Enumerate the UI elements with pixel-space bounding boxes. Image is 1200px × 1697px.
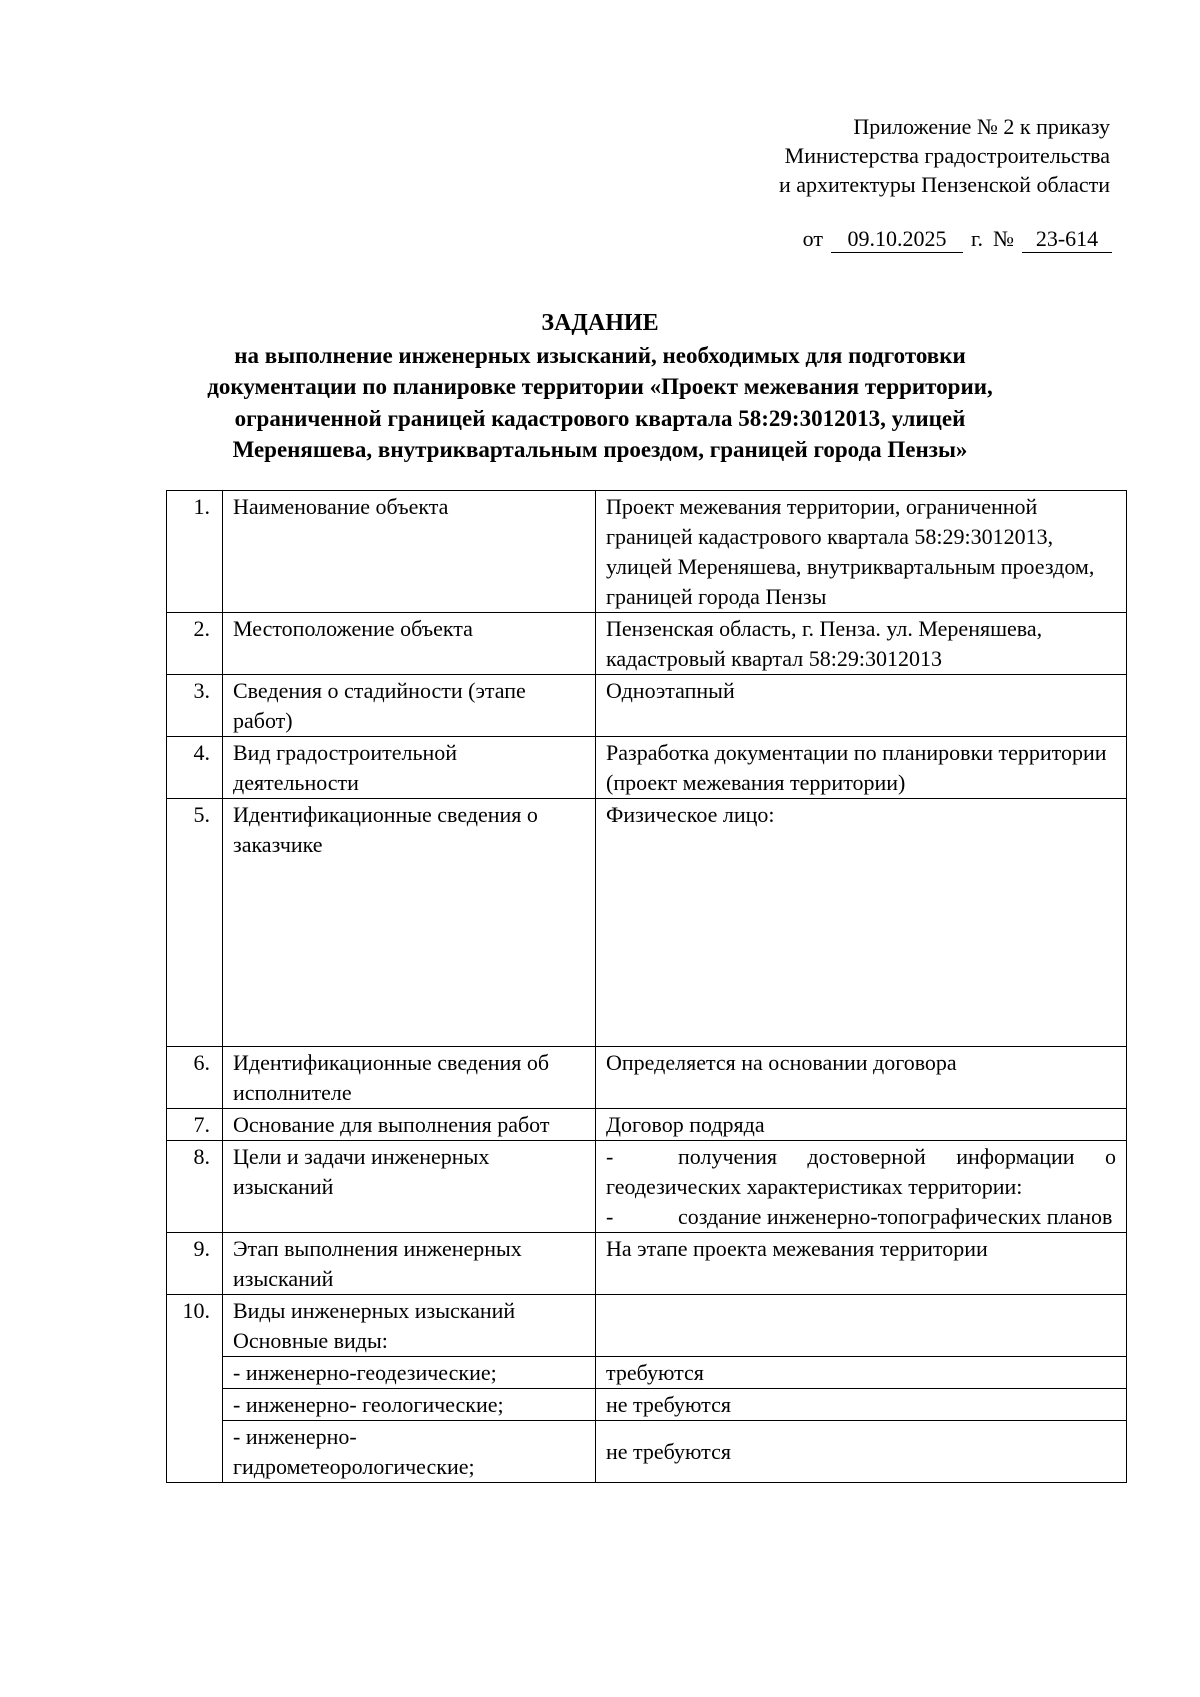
row-label: Основание для выполнения работ (223, 1109, 596, 1141)
row-label: Местоположение объекта (223, 613, 596, 675)
row-number: 9. (167, 1233, 223, 1295)
table-row (167, 1295, 1127, 1357)
row-label: Наименование объекта (223, 491, 596, 613)
survey-type-value: не требуются (596, 1421, 1127, 1483)
row-label: Этап выполнения инженерных изысканий (223, 1233, 596, 1295)
table-row (167, 737, 1127, 799)
row-value: Договор подряда (596, 1109, 1127, 1141)
row-value: Проект межевания территории, ограниченной границей кадастрового квартала 58:29:3012013, улицей Мереняшева, внутриквартальным проездом, границей города Пензы (596, 491, 1127, 613)
row-value: Одноэтапный (596, 675, 1127, 737)
row-value: Физическое лицо: (596, 799, 1127, 1047)
goal-dash: - (606, 1144, 614, 1169)
goal-dash: - (606, 1204, 614, 1229)
survey-type-value: не требуются (596, 1389, 1127, 1421)
survey-type-label: - инженерно- геологические; (223, 1389, 596, 1421)
table-subrow (167, 1421, 1127, 1483)
row-label: Идентификационные сведения об исполнителе (223, 1047, 596, 1109)
row-number: 4. (167, 737, 223, 799)
row-value: Разработка документации по планировки территории (проект межевания территории) (596, 737, 1127, 799)
table-row (167, 491, 1127, 613)
table-row (167, 1109, 1127, 1141)
table-subrow (167, 1357, 1127, 1389)
row-number: 2. (167, 613, 223, 675)
row-number: 7. (167, 1109, 223, 1141)
goal-text: создание инженерно-топографических планов (678, 1204, 1113, 1229)
order-number-sign: № (993, 226, 1014, 251)
survey-type-label: - инженерно-гидрометеорологические; (223, 1421, 596, 1483)
row-number: 10. (167, 1295, 223, 1483)
goal-item (606, 1202, 1116, 1232)
appendix-line: Министерства градостроительства (784, 143, 1110, 168)
table-row (167, 1141, 1127, 1233)
row-value: Определяется на основании договора (596, 1047, 1127, 1109)
survey-type-value: требуются (596, 1357, 1127, 1389)
order-number: 23-614 (1022, 226, 1112, 253)
table-row (167, 799, 1127, 1047)
row-label: Виды инженерных изысканий Основные виды: (223, 1295, 596, 1357)
table-row (167, 613, 1127, 675)
title-line: документации по планировке территории «Проект межевания территории, (207, 374, 993, 399)
row-label: Вид градостроительной деятельности (223, 737, 596, 799)
survey-type-label: - инженерно-геодезические; (223, 1357, 596, 1389)
table-row (167, 675, 1127, 737)
row-label: Идентификационные сведения о заказчике (223, 799, 596, 1047)
goal-item (606, 1142, 1116, 1202)
row-number: 3. (167, 675, 223, 737)
appendix-line: Приложение № 2 к приказу (853, 114, 1110, 139)
order-year-suffix: г. (970, 226, 983, 251)
order-date: 09.10.2025 (831, 226, 963, 253)
title-heading: ЗАДАНИЕ (541, 310, 659, 336)
document-title (150, 308, 1050, 466)
row-value (596, 1141, 1127, 1233)
row-number: 1. (167, 491, 223, 613)
row-label: Сведения о стадийности (этапе работ) (223, 675, 596, 737)
row-label: Цели и задачи инженерных изысканий (223, 1141, 596, 1233)
order-reference (803, 224, 1112, 253)
title-line: Мереняшева, внутриквартальным проездом, границей города Пензы» (232, 437, 968, 462)
row-number: 5. (167, 799, 223, 1047)
goal-text: получения достоверной информации о геодезических характеристиках территории: (606, 1144, 1116, 1199)
row-number: 8. (167, 1141, 223, 1233)
appendix-line: и архитектуры Пензенской области (779, 172, 1110, 197)
table-subrow (167, 1389, 1127, 1421)
title-line: ограниченной границей кадастрового квартала 58:29:3012013, улицей (234, 405, 966, 431)
title-line: на выполнение инженерных изысканий, необходимых для подготовки (234, 342, 966, 368)
table-row (167, 1233, 1127, 1295)
order-prefix: от (802, 226, 823, 251)
row-value: Пензенская область, г. Пенза. ул. Мереняшева, кадастровый квартал 58:29:3012013 (596, 613, 1127, 675)
appendix-header (779, 112, 1110, 199)
assignment-table (166, 490, 1127, 1483)
table-row (167, 1047, 1127, 1109)
row-number: 6. (167, 1047, 223, 1109)
row-value: На этапе проекта межевания территории (596, 1233, 1127, 1295)
row-value (596, 1295, 1127, 1357)
